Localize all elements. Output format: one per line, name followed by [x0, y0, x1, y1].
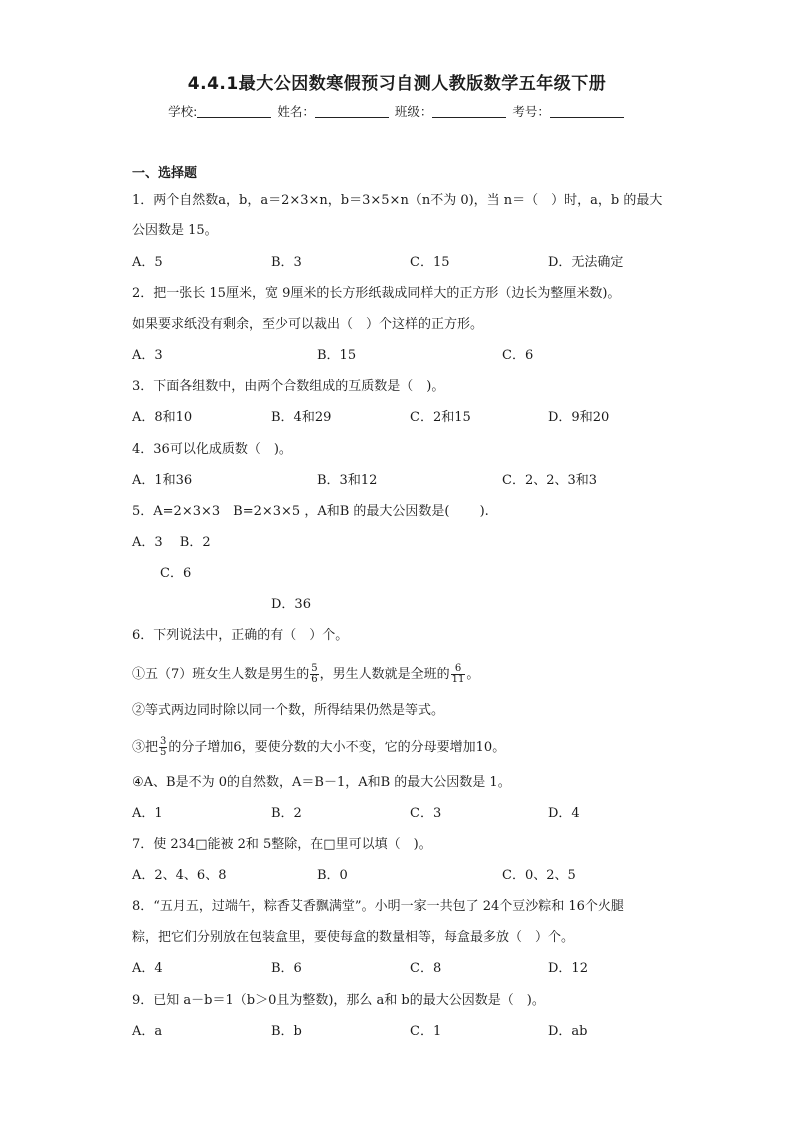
q6-statement-4: ④A、B是不为 0的自然数，A＝B－1，A和B 的最大公因数是 1。	[132, 775, 511, 790]
fraction-numerator: 3	[160, 736, 167, 747]
question-2-line-1: 2．把一张长 15厘米，宽 9厘米的长方形纸裁成同样大的正方形（边长为整厘米数)。	[132, 286, 621, 301]
fraction-3-5	[159, 737, 167, 758]
q8-option-d[interactable]: D．12	[548, 961, 588, 976]
q4-option-b[interactable]: B．3和12	[317, 473, 378, 488]
q3-option-b[interactable]: B．4和29	[271, 410, 332, 425]
fraction-numerator: 6	[451, 664, 466, 675]
q1-option-d[interactable]: D．无法确定	[548, 255, 624, 270]
q6-s1-middle: ，男生人数就是全班的	[319, 667, 450, 682]
q4-option-a[interactable]: A．1和36	[132, 473, 193, 488]
question-3-line-1: 3．下面各组数中，由两个合数组成的互质数是（ )。	[132, 379, 445, 394]
q5-option-d[interactable]: D．36	[271, 597, 311, 612]
q2-option-a[interactable]: A．3	[132, 348, 163, 363]
question-5-line-1: 5．A=2×3×3 B=2×3×5 ，A和B 的最大公因数是( ).	[132, 504, 489, 519]
q9-option-a[interactable]: A．a	[132, 1024, 163, 1039]
q6-statement-2: ②等式两边同时除以同一个数，所得结果仍然是等式。	[132, 703, 445, 718]
class-blank[interactable]	[432, 104, 506, 118]
q4-option-c[interactable]: C．2、2、3和3	[502, 473, 598, 488]
question-9-line-1: 9．已知 a－b＝1（b＞0且为整数)，那么 a和 b的最大公因数是（ )。	[132, 993, 545, 1008]
q2-option-b[interactable]: B．15	[317, 348, 357, 363]
question-4-line-1: 4．36可以化成质数（ )。	[132, 442, 292, 457]
q3-option-a[interactable]: A．8和10	[132, 410, 193, 425]
q6-option-a[interactable]: A．1	[132, 806, 163, 821]
question-1-line-1: 1．两个自然数a，b，a＝2×3×n，b＝3×5×n（n不为 0)，当 n＝（ ）时，a，b 的最大	[132, 193, 663, 208]
number-blank[interactable]	[550, 104, 624, 118]
class-label: 班级：	[394, 104, 433, 119]
question-7-line-1: 7．使 234□能被 2和 5整除，在□里可以填（ )。	[132, 837, 432, 852]
q1-option-a[interactable]: A．5	[132, 255, 163, 270]
q3-option-d[interactable]: D．9和20	[548, 410, 610, 425]
fraction-denominator: 11	[451, 674, 465, 685]
q3-option-c[interactable]: C．2和15	[410, 410, 471, 425]
page-title: 4.4.1最大公因数寒假预习自测人教版数学五年级下册	[187, 74, 607, 94]
q6-statement-3	[132, 737, 505, 758]
q5-option-ab[interactable]: A．3 B．2	[132, 535, 211, 550]
q6-option-b[interactable]: B．2	[271, 806, 302, 821]
q6-s3-prefix: ③把	[132, 740, 159, 755]
q7-option-c[interactable]: C．0、2、5	[502, 868, 576, 883]
question-2-line-2: 如果要求纸没有剩余，至少可以裁出（ ）个这样的正方形。	[132, 317, 484, 332]
q8-option-c[interactable]: C．8	[410, 961, 442, 976]
fraction-denominator: 5	[160, 747, 167, 758]
q6-option-c[interactable]: C．3	[410, 806, 442, 821]
q8-option-a[interactable]: A．4	[132, 961, 163, 976]
q7-option-b[interactable]: B．0	[317, 868, 348, 883]
fraction-5-6	[310, 664, 318, 685]
q2-option-c[interactable]: C．6	[502, 348, 534, 363]
school-label: 学校:	[168, 104, 198, 119]
number-label: 考号：	[512, 104, 550, 119]
fraction-denominator: 6	[311, 674, 318, 685]
fraction-6-11	[451, 664, 466, 685]
q6-option-d[interactable]: D．4	[548, 806, 580, 821]
q1-option-b[interactable]: B．3	[271, 255, 302, 270]
name-label: 姓名：	[277, 104, 315, 119]
q9-option-b[interactable]: B．b	[271, 1024, 302, 1039]
q9-option-c[interactable]: C．1	[410, 1024, 442, 1039]
q7-option-a[interactable]: A．2、4、6、8	[132, 868, 227, 883]
q1-option-c[interactable]: C．15	[410, 255, 450, 270]
q5-option-c[interactable]: C．6	[160, 566, 192, 581]
q9-option-d[interactable]: D．ab	[548, 1024, 588, 1039]
question-1-line-2: 公因数是 15。	[132, 223, 218, 238]
q6-s3-suffix: 的分子增加6，要使分数的大小不变，它的分母要增加10。	[168, 740, 506, 755]
q6-statement-1	[132, 664, 479, 685]
section-heading: 一、选择题	[132, 166, 198, 181]
school-blank[interactable]	[197, 104, 271, 118]
q6-s1-end: 。	[466, 667, 480, 682]
fraction-numerator: 5	[311, 663, 318, 674]
student-info-line	[0, 102, 794, 120]
question-8-line-1: 8．“五月五，过端午，粽香艾香飘满堂”。小明一家一共包了 24个豆沙粽和 16个火腿	[132, 899, 624, 914]
name-blank[interactable]	[315, 104, 389, 118]
q8-option-b[interactable]: B．6	[271, 961, 302, 976]
q6-s1-prefix: ①五（7）班女生人数是男生的	[132, 667, 310, 682]
question-6-line-1: 6．下列说法中，正确的有（ ）个。	[132, 628, 349, 643]
question-8-line-2: 粽，把它们分别放在包装盒里，要使每盒的数量相等，每盒最多放（ ）个。	[132, 930, 575, 945]
